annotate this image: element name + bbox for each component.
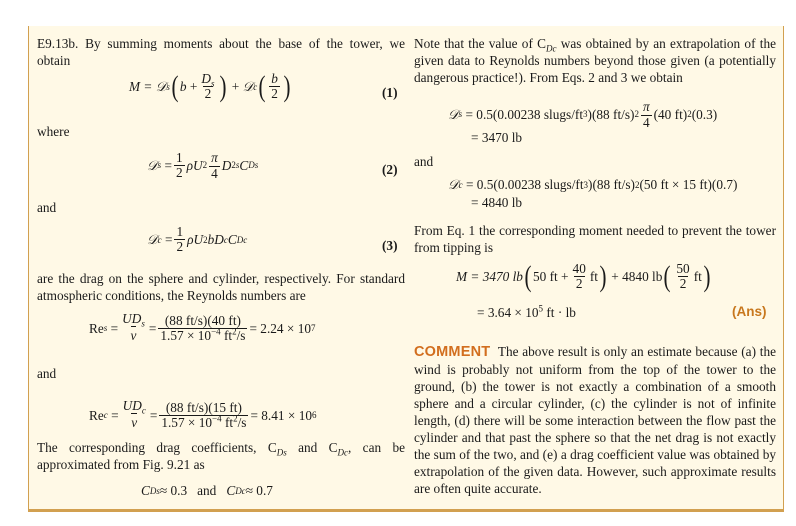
re-c-eq: =: [111, 407, 119, 423]
drag-sphere-symbol: 𝒟: [155, 79, 167, 94]
re-c-f2-den-tail-sup: 2: [233, 413, 238, 424]
re-c-lhs: Re: [89, 407, 104, 423]
eq3-bd-sub: c: [223, 234, 228, 245]
eq2-frac-half: [174, 151, 185, 180]
equation-3: 𝒟 c = $\frac{1}{2}$ ρU 2 bD c C Dc: [147, 224, 248, 254]
re-c-result: = 8.41 × 10: [250, 407, 312, 423]
re-c-f2-den-end: /s: [237, 414, 247, 430]
note-a: Note that the value of C: [414, 36, 546, 51]
ds-body2: )(88 ft/s): [587, 106, 635, 122]
dc-text-a: The corresponding drag coefficients, C: [37, 440, 277, 455]
re-s-lhs: Re: [89, 320, 104, 336]
eq3-equals: =: [164, 232, 173, 247]
m-lhs: M = 3470 lb: [456, 269, 523, 284]
answer-label: (Ans): [732, 304, 767, 319]
dc-body3: (50 ft × 15 ft)(0.7): [639, 177, 738, 192]
and-text-2: and: [37, 366, 57, 381]
coef-c1: C: [141, 483, 150, 498]
eq2-lhs: 𝒟: [147, 157, 158, 173]
dc-text-end: , can be approximated from Fig. 9.21 as: [37, 440, 406, 472]
reynolds-sphere-equation: Re s = $\frac{UD_s}{\nu}$ = $\frac{(88 ft/s)(40 ft)}{1.57 \times 10^{-4} ft^2/s}$ = 2.24 × 10 7: [89, 311, 316, 343]
intro-text: E9.13b. By summing moments about the base of the tower, we obtain: [37, 36, 405, 68]
re-s-frac-2: [158, 314, 247, 343]
eq2-d: D: [221, 157, 232, 173]
and-text-1: and: [37, 200, 57, 215]
eq2-f2-num: π: [211, 150, 218, 165]
m-frac-1: [571, 262, 588, 291]
ds-frac-den: 4: [642, 115, 650, 130]
eq1-c-sub: c: [253, 81, 258, 92]
re-s-lhs-sub: s: [103, 323, 108, 333]
eq1-frac2-den: 2: [271, 86, 278, 101]
ds-body4: (0.3): [691, 106, 718, 122]
m-in2-tail: ft: [693, 269, 702, 284]
coef-c2-sub: Dc: [235, 485, 246, 496]
eq2-f1-num: 1: [175, 149, 183, 165]
note-sub2: c: [552, 43, 557, 54]
equation-1: M = 𝒟 s ( b + $\frac{D_s}{2}$ ) + 𝒟 c ( $\frac{b}{2}$ ): [129, 69, 291, 103]
re-c-f1-sub: c: [141, 405, 146, 416]
eq1-frac1-den: 2: [204, 86, 212, 101]
eq2-equals: =: [164, 157, 172, 173]
extrapolation-note: [414, 35, 776, 86]
m-f-num: 40: [572, 261, 586, 276]
comment-paragraph: [414, 343, 776, 497]
note-b: was obtained by an extrapolation of the given data to Reynolds numbers beyond those given (a potentially dangerous practice!). From Eqs. 2 and 3 we obtain: [414, 36, 776, 85]
equation-2-number: (2): [382, 162, 398, 177]
drag-cylinder-result: = 4840 lb: [471, 195, 523, 210]
coef-c2: C: [226, 483, 236, 498]
re-s-result: = 2.24 × 10: [249, 320, 312, 336]
re-s-f2-num: (88 ft/s)(40 ft): [164, 312, 241, 328]
dc-text-mid: and C: [286, 440, 338, 455]
coef-v1: ≈ 0.3: [159, 483, 188, 498]
note-sub: D: [546, 43, 553, 54]
m-frac-2: [674, 262, 691, 291]
re-c-f2-den-sup: −4: [212, 413, 222, 424]
eq3-f-num: 1: [176, 224, 184, 239]
m-result-tail: ft · lb: [543, 305, 576, 320]
re-s-f2-den-tail-sup: 2: [232, 326, 237, 337]
re-c-lhs-sub: c: [103, 410, 108, 420]
eq1-s-sub: s: [166, 81, 170, 92]
drag-coefficient-text: [37, 439, 405, 473]
ds-body3: (40 ft): [653, 106, 688, 122]
re-s-f2-den-sup: −4: [211, 326, 221, 337]
eq2-c: C: [239, 157, 249, 173]
coef-and: and: [197, 483, 217, 498]
m-result-sup: 5: [538, 303, 544, 314]
equation-1-number: (1): [382, 85, 398, 100]
re-c-f2-den-tail: ft: [221, 414, 234, 430]
eq3-lhs-sub: c: [157, 234, 162, 245]
re-c-f1-num: UD: [122, 398, 142, 413]
re-s-f2-den-end: /s: [236, 327, 246, 343]
eq1-lhs: M =: [129, 79, 153, 94]
re-c-eq2: =: [149, 407, 158, 423]
eq3-bd: bD: [207, 232, 224, 247]
eq3-f-den: 2: [176, 239, 184, 254]
re-s-frac-1: [120, 312, 147, 344]
eq3-rho-u: ρU: [187, 232, 204, 247]
moment-calculation: M = 3470 lb ( 50 ft + $\frac{40}{2}$ ft ) + 4840 lb ( $\frac{50}{2}$ ft ): [456, 259, 711, 293]
equation-2: 𝒟 s = $\frac{1}{2}$ ρU 2 $\frac{\pi}{4}$ D 2 s C Ds: [147, 149, 259, 181]
eq1-frac-b: [269, 72, 280, 101]
m-in1-tail: ft: [589, 269, 598, 284]
eq1-frac-ds: [199, 72, 216, 101]
m-f2-num: 50: [676, 261, 690, 276]
m-f2-den: 2: [679, 276, 687, 291]
where-text: where: [37, 124, 70, 139]
drag-sphere-calculation: 𝒟 s = 0.5(0.00238 slugs/ft 3 )(88 ft/s) 2 $\frac{\pi}{4}$ (40 ft) 2 (0.3): [448, 99, 718, 130]
m-in1: 50 ft +: [532, 269, 569, 284]
eq3-c-sub: Dc: [236, 234, 248, 245]
ds-body: = 0.5(0.00238 slugs/ft: [465, 106, 584, 122]
re-s-eq2: =: [148, 320, 157, 336]
re-c-frac-1: [121, 399, 148, 431]
m-mid: + 4840 lb: [611, 269, 663, 284]
eq3-c: C: [227, 232, 237, 247]
m-result: = 3.64 × 10: [477, 305, 539, 320]
dc-text-sub1: Ds: [276, 447, 287, 458]
eq2-d-sub: s: [235, 160, 240, 170]
re-c-f2-num: (88 ft/s)(15 ft): [165, 399, 242, 415]
equation-3-number: (3): [382, 238, 398, 253]
dc-text-sub2: Dc: [337, 447, 348, 458]
re-s-f1-num: UD: [122, 311, 142, 326]
moment-result: [477, 304, 576, 321]
drag-cylinder-calculation: 𝒟 c = 0.5(0.00238 slugs/ft 3 )(88 ft/s) 2 (50 ft × 15 ft)(0.7): [448, 177, 738, 192]
eq2-rho-u: ρU: [186, 157, 203, 173]
re-s-eq: =: [110, 320, 119, 336]
coef-v2: ≈ 0.7: [245, 483, 273, 498]
drag-sphere-result: = 3470 lb: [471, 130, 523, 145]
dc-lhs-sub: c: [458, 179, 463, 190]
dc-body: = 0.5(0.00238 slugs/ft: [465, 177, 584, 192]
ds-frac-num: π: [642, 99, 650, 114]
eq2-frac-pi: [209, 149, 220, 181]
eq2-f1-den: 2: [175, 164, 183, 180]
ds-lhs: 𝒟: [448, 106, 459, 122]
eq1-frac2-num: b: [271, 71, 278, 86]
drag-cylinder-symbol: 𝒟: [242, 79, 254, 94]
eq1-plus: +: [189, 79, 198, 94]
re-s-f1-den: ν: [130, 328, 137, 343]
dc-body2: )(88 ft/s): [588, 177, 635, 192]
eq2-f2-den: 4: [211, 166, 218, 181]
m-f-den: 2: [575, 276, 583, 291]
eq3-frac-half: [174, 225, 185, 254]
moment-intro-text: From Eq. 1 the corresponding moment needed to prevent the tower from tipping is: [414, 223, 776, 255]
reynolds-intro-text: are the drag on the sphere and cylinder, respectively. For standard atmospheric conditions, the Reynolds numbers are: [37, 271, 405, 303]
re-s-f2-den: 1.57 × 10: [160, 327, 212, 343]
coef-c1-sub: Ds: [149, 485, 160, 496]
eq1-b: b: [179, 79, 187, 94]
re-c-f1-den: ν: [131, 415, 138, 430]
and-text-right: and: [414, 154, 434, 169]
re-s-f2-den-tail: ft: [220, 327, 233, 343]
eq3-lhs: 𝒟: [147, 232, 158, 247]
eq1-plus-2: +: [231, 79, 240, 94]
reynolds-cylinder-equation: Re c = $\frac{UD_c}{\nu}$ = $\frac{(88 ft/s)(15 ft)}{1.57 \times 10^{-4} ft^2/s}$ = 8.41 × 10 6: [89, 398, 317, 430]
ds-frac-pi: [641, 98, 652, 130]
re-c-frac-2: [159, 401, 248, 430]
eq2-lhs-sub: s: [157, 160, 162, 170]
re-c-f2-den: 1.57 × 10: [161, 414, 213, 430]
eq1-frac1-num: D: [201, 71, 211, 86]
eq1-frac1-sub: s: [210, 78, 215, 89]
example-panel: [28, 26, 784, 512]
comment-heading: COMMENT: [414, 344, 491, 360]
re-s-f1-sub: s: [141, 318, 145, 329]
ds-lhs-sub: s: [458, 109, 463, 119]
eq2-c-sub: Ds: [248, 160, 259, 170]
dc-lhs: 𝒟: [448, 177, 459, 192]
comment-body: The above result is only an estimate because (a) the wind is probably not uniform from the top of the tower to the ground, (b) the tower is not exactly a combination of a smooth sphere and a circular cylinder, (c) the cylinder is not of infinite length, (d) there will be some interaction between the flow past the cylinder and that past the sphere so that the net drag is not exactly the sum of the two, and (e) a drag coefficient value was obtained by extrapolation of the given data. However, such approximate results are often quite accurate.: [414, 344, 777, 496]
drag-coefficient-values: [141, 482, 273, 499]
